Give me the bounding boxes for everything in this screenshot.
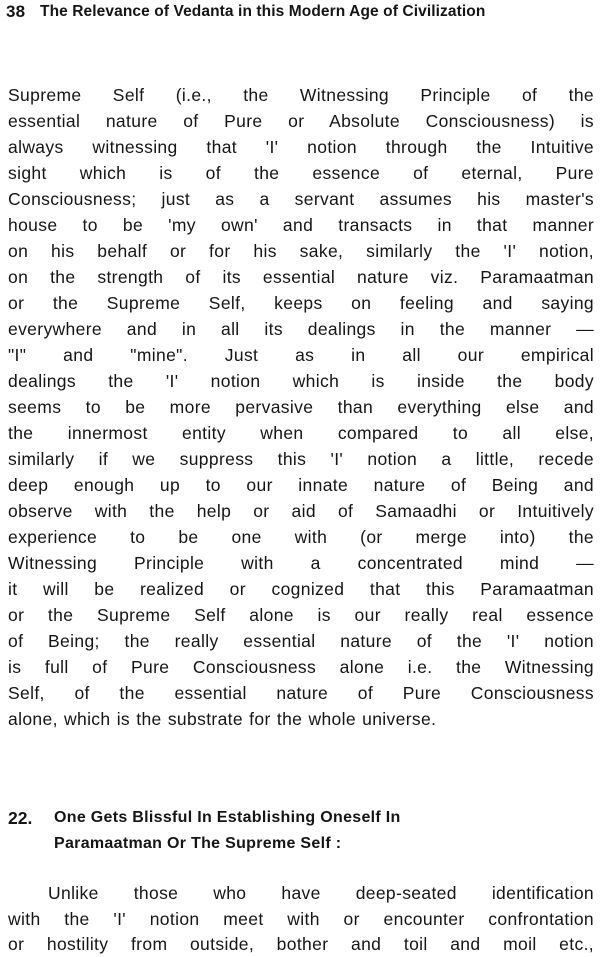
section-number: 22. bbox=[8, 808, 33, 828]
text-line: experience to be one with (or merge into) the bbox=[8, 527, 594, 547]
text-line: Witnessing Principle with a concentrated mind — bbox=[8, 553, 594, 573]
text-line: Consciousness; just as a servant assumes his master's bbox=[8, 189, 594, 209]
text-line: the innermost entity when compared to all else, bbox=[8, 423, 594, 443]
text-line: on the strength of its essential nature viz. Paramaatman bbox=[8, 267, 594, 287]
section-heading-line: Paramaatman Or The Supreme Self : bbox=[54, 835, 342, 852]
text-line: or the Supreme Self alone is our really real essence bbox=[8, 605, 594, 625]
section-heading-line: One Gets Blissful In Establishing Oneself In bbox=[54, 809, 401, 826]
page-number: 38 bbox=[6, 2, 26, 21]
text-line: house to be 'my own' and transacts in that manner bbox=[8, 215, 594, 235]
text-line: is full of Pure Consciousness alone i.e. the Witnessing bbox=[8, 657, 594, 677]
text-line: with the 'I' notion meet with or encounter confrontation bbox=[8, 909, 594, 929]
text-line: or the Supreme Self, keeps on feeling and saying bbox=[8, 293, 594, 313]
text-line: similarly if we suppress this 'I' notion a little, recede bbox=[8, 449, 594, 469]
text-line: alone, which is the substrate for the whole universe. bbox=[8, 709, 437, 729]
text-line: everywhere and in all its dealings in the manner — bbox=[8, 319, 594, 339]
text-line: it will be realized or cognized that this Paramaatman bbox=[8, 579, 594, 599]
text-line: dealings the 'I' notion which is inside the body bbox=[8, 371, 594, 391]
running-header bbox=[0, 2, 600, 26]
text-line: of Being; the really essential nature of the 'I' notion bbox=[8, 631, 594, 651]
running-header-title: The Relevance of Vedanta in this Modern Age of Civilization bbox=[40, 3, 486, 20]
text-line: "I" and "mine". Just as in all our empirical bbox=[8, 345, 594, 365]
text-line: observe with the help or aid of Samaadhi or Intuitively bbox=[8, 501, 594, 521]
text-line: on his behalf or for his sake, similarly the 'I' notion, bbox=[8, 241, 594, 261]
text-line: Supreme Self (i.e., the Witnessing Principle of the bbox=[8, 85, 594, 105]
text-line: seems to be more pervasive than everything else and bbox=[8, 397, 594, 417]
text-line: Unlike those who have deep-seated identification bbox=[48, 883, 594, 903]
text-line: always witnessing that 'I' notion through the Intuitive bbox=[8, 137, 594, 157]
text-line: or hostility from outside, bother and toil and moil etc., bbox=[8, 934, 594, 954]
text-line: Self, of the essential nature of Pure Consciousness bbox=[8, 683, 594, 703]
text-line: deep enough up to our innate nature of Being and bbox=[8, 475, 594, 495]
text-line: sight which is of the essence of eternal, Pure bbox=[8, 163, 594, 183]
text-line: essential nature of Pure or Absolute Consciousness) is bbox=[8, 111, 594, 131]
